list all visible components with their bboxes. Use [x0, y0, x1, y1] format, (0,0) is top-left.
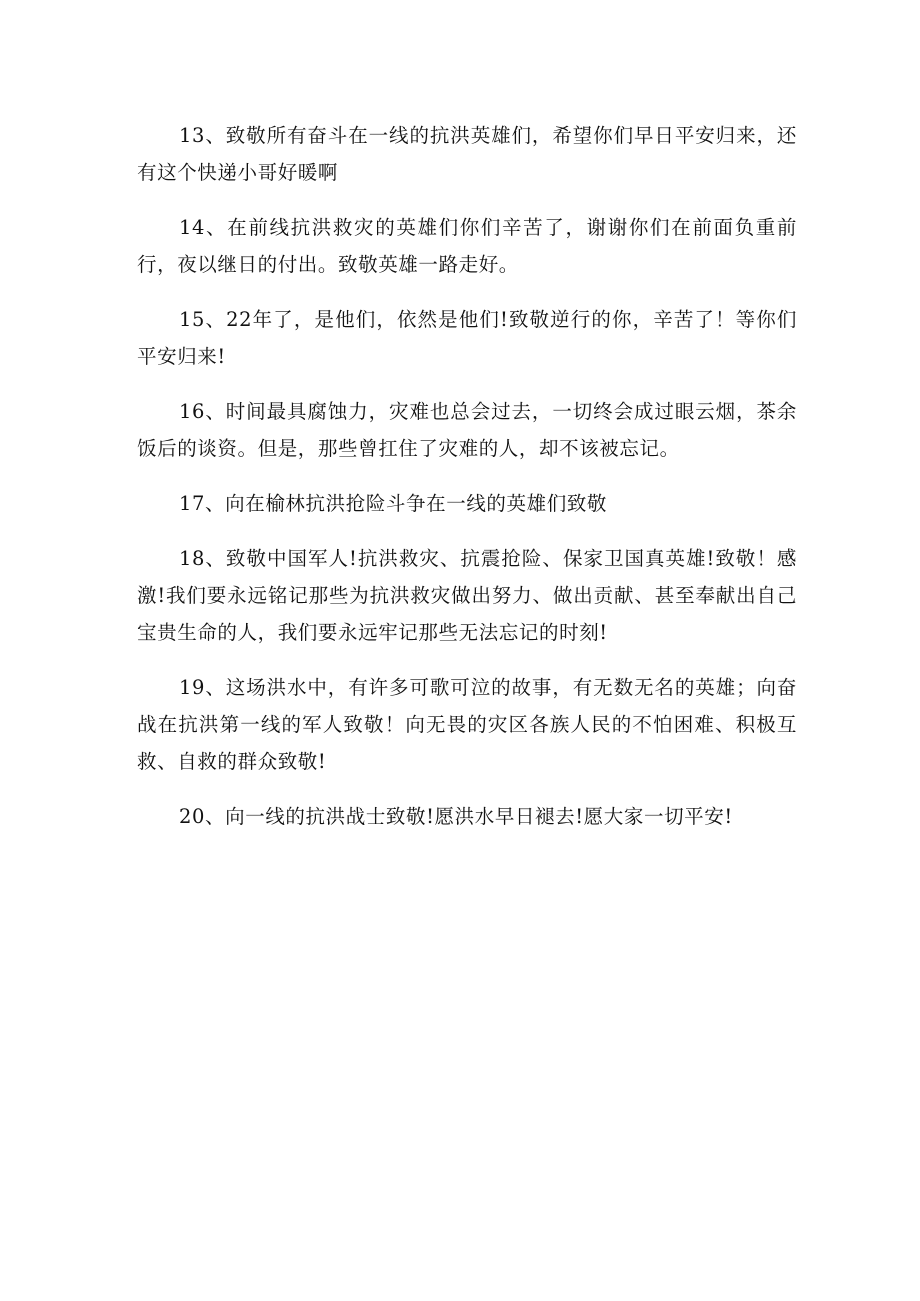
paragraph-14: 14、在前线抗洪救灾的英雄们你们辛苦了，谢谢你们在前面负重前行，夜以继日的付出。致敬英雄一路走好。 [137, 216, 797, 276]
paragraph-20: 20、向一线的抗洪战士致敬!愿洪水早日褪去!愿大家一切平安! [179, 805, 733, 828]
paragraph-19: 19、这场洪水中，有许多可歌可泣的故事，有无数无名的英雄；向奋战在抗洪第一线的军人致敬！向无畏的灾区各族人民的不怕困难、积极互救、自救的群众致敬! [137, 676, 797, 773]
document-body [137, 117, 797, 853]
paragraph-15: 15、22年了，是他们，依然是他们!致敬逆行的你，辛苦了！等你们平安归来! [137, 308, 797, 368]
paragraph-17: 17、向在榆林抗洪抢险斗争在一线的英雄们致敬 [179, 492, 608, 515]
paragraph-16: 16、时间最具腐蚀力，灾难也总会过去，一切终会成过眼云烟，茶余饭后的谈资。但是，那些曾扛住了灾难的人，却不该被忘记。 [137, 400, 797, 460]
paragraph-18: 18、致敬中国军人!抗洪救灾、抗震抢险、保家卫国真英雄!致敬！感激!我们要永远铭记那些为抗洪救灾做出努力、做出贡献、甚至奉献出自己宝贵生命的人，我们要永远牢记那些无法忘记的时刻! [137, 547, 797, 644]
paragraph-13: 13、致敬所有奋斗在一线的抗洪英雄们，希望你们早日平安归来，还有这个快递小哥好暖啊 [137, 124, 797, 184]
